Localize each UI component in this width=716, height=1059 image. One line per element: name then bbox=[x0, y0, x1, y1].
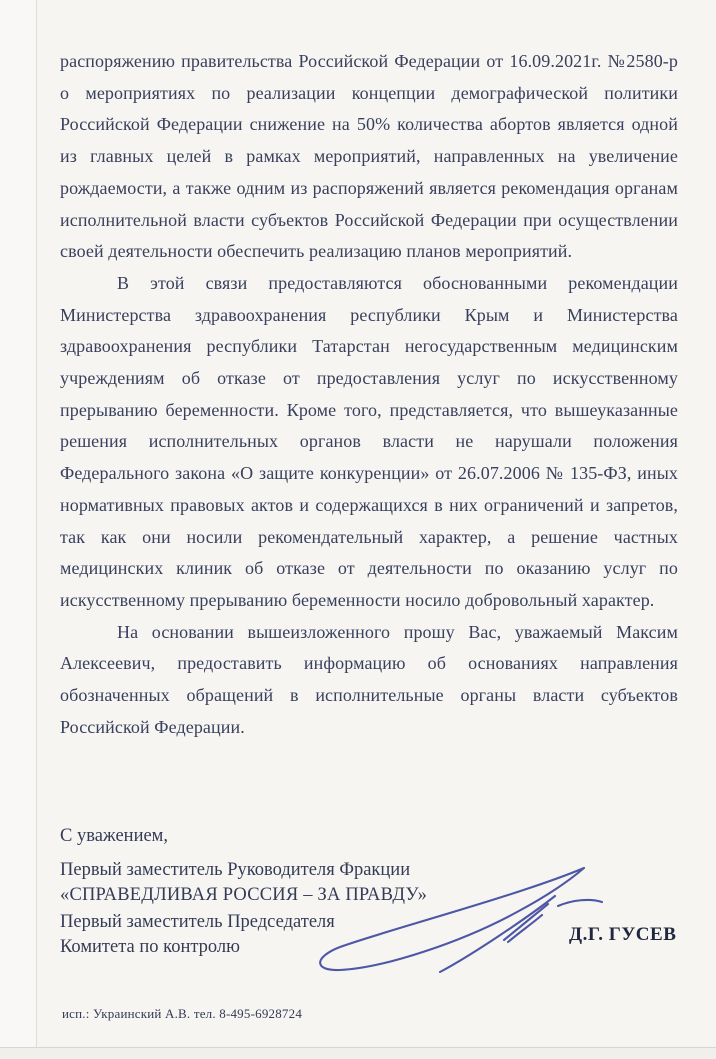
text-line: искусственному прерыванию беременности носило добровольный характер. bbox=[60, 589, 655, 610]
text-line: Министерства здравоохранения республики Крым и Министерства bbox=[60, 304, 678, 325]
text-line: своей деятельности обеспечить реализацию планов мероприятий. bbox=[60, 241, 573, 262]
paragraph bbox=[60, 46, 678, 268]
text-line: Российской Федерации снижение на 50% количества абортов является одной bbox=[60, 114, 678, 135]
text-line: распоряжению правительства Российской Федерации от 16.09.2021г. №2580-р bbox=[60, 51, 678, 71]
paragraph bbox=[60, 268, 678, 617]
signer-name: Д.Г. ГУСЕВ bbox=[569, 924, 677, 945]
text-line: о мероприятиях по реализации концепции демографической политики bbox=[60, 82, 678, 103]
text-line: нормативных правовых актов и содержащихся в них ограничений и запретов, bbox=[60, 494, 678, 515]
text-line: решения исполнительных органов власти не нарушали положения bbox=[60, 431, 678, 452]
scan-bottom-edge bbox=[0, 1047, 716, 1059]
text-line: На основании вышеизложенного прошу Вас, уважаемый Максим bbox=[117, 621, 678, 642]
text-line: Российской Федерации. bbox=[60, 716, 245, 737]
position-line: Первый заместитель Председателя bbox=[60, 912, 335, 932]
text-line: обозначенных обращений в исполнительные органы власти субъектов bbox=[60, 685, 678, 706]
handwritten-signature bbox=[312, 860, 612, 975]
text-line: Федерального закона «О защите конкуренции» от 26.07.2006 № 135-ФЗ, иных bbox=[60, 463, 678, 484]
text-line: из главных целей в рамках мероприятий, направленных на увеличение bbox=[60, 146, 678, 167]
executor-note: исп.: Украинский А.В. тел. 8-495-6928724 bbox=[62, 1006, 303, 1021]
closing-salutation bbox=[60, 824, 540, 849]
text-line: исполнительной власти субъектов Российской Федерации при осуществлении bbox=[60, 209, 678, 230]
text-line: здравоохранения республики Татарстан негосударственным медицинским bbox=[60, 336, 678, 357]
party-name-line: «СПРАВЕДЛИВАЯ РОССИЯ – ЗА ПРАВДУ» bbox=[60, 885, 428, 905]
text-line: Алексеевич, предоставить информацию об основаниях направления bbox=[60, 653, 678, 674]
text-line: В этой связи предоставляются обоснованными рекомендации bbox=[117, 272, 678, 293]
text-line: медицинских клиник об отказе от деятельности по оказанию услуг по bbox=[60, 558, 678, 579]
text-line: учреждениям об отказе от предоставления услуг по искусственному bbox=[60, 368, 678, 389]
position-line: Первый заместитель Руководителя Фракции bbox=[60, 860, 411, 880]
position-line: Комитета по контролю bbox=[60, 937, 240, 957]
paragraph bbox=[60, 617, 678, 744]
letter-body bbox=[60, 46, 678, 743]
salutation-text: С уважением, bbox=[60, 826, 169, 846]
text-line: рождаемости, а также одним из распоряжений является рекомендация органам bbox=[60, 177, 678, 198]
scan-left-margin bbox=[0, 0, 37, 1047]
text-line: так как они носили рекомендательный характер, а решение частных bbox=[60, 526, 678, 547]
text-line: прерыванию беременности. Кроме того, представляется, что вышеуказанные bbox=[60, 399, 678, 420]
